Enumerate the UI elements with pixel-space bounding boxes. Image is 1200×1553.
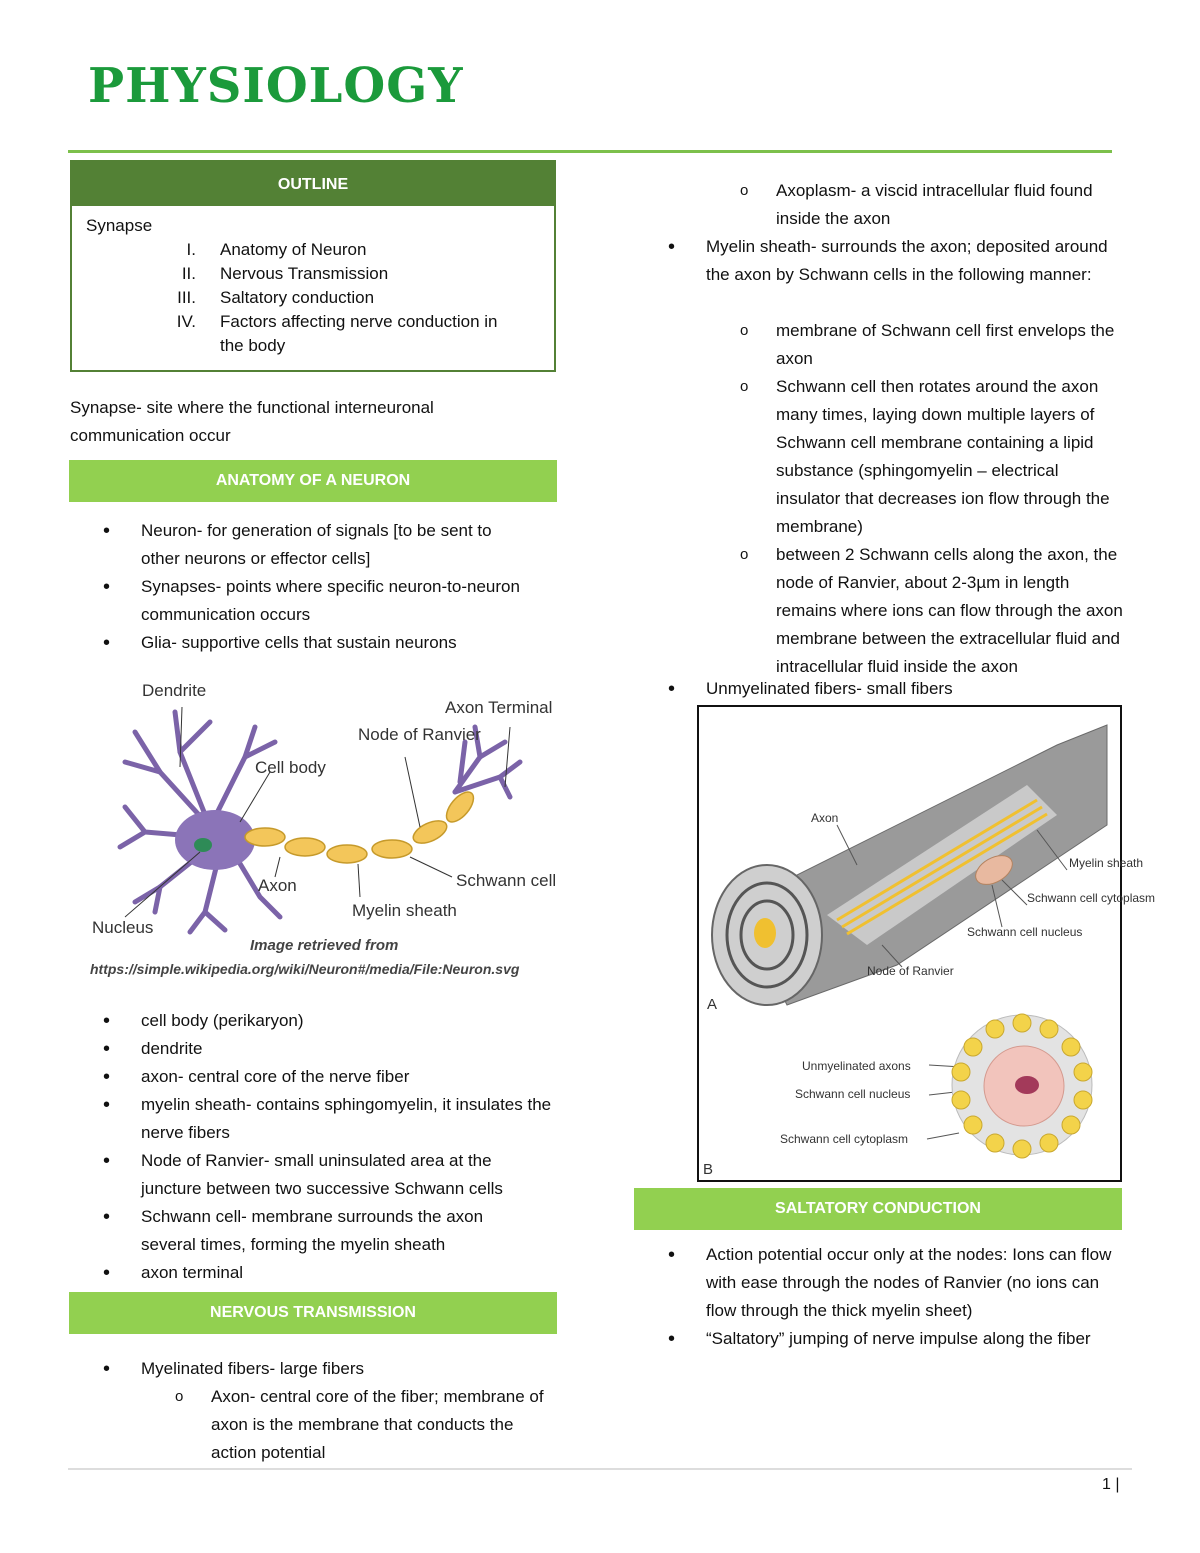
outline-text: Anatomy of Neuron [220, 240, 367, 259]
anatomy-bullets [69, 517, 559, 657]
list-item: • dendrite [69, 1035, 559, 1063]
label-dendrite: Dendrite [142, 681, 207, 700]
outline-box [70, 160, 556, 372]
unmyelinated-list [634, 675, 1124, 703]
label-myelin: Myelin sheath [352, 901, 457, 920]
list-item: • cell body (perikaryon) [69, 1007, 559, 1035]
axoplasm-list [634, 177, 1124, 233]
outline-num: II. [181, 264, 196, 283]
list-item: • axon terminal [69, 1259, 559, 1287]
outline-num: IV. [176, 312, 196, 331]
fig-label-schwann-cyto: Schwann cell cytoplasm [1027, 891, 1156, 905]
list-item: • Myelinated fibers- large fibers [69, 1355, 559, 1383]
title-rule [68, 150, 1112, 153]
nucleus-shape [194, 838, 212, 852]
fig-label-a: A [707, 996, 718, 1013]
label-nucleus: Nucleus [92, 918, 154, 937]
fig-label-schwann-nucleus: Schwann cell nucleus [967, 925, 1083, 939]
footer-rule [68, 1468, 1132, 1470]
label-cell-body: Cell body [255, 758, 326, 777]
figure-source: https://simple.wikipedia.org/wiki/Neuron#/media/File:Neuron.svg [90, 961, 520, 977]
label-axon: Axon [258, 876, 297, 895]
outline-intro: Synapse [86, 216, 153, 235]
neuron-parts-list [69, 1007, 559, 1287]
list-item: • Synapses- points where specific neuron-to-neuron communication occurs [69, 573, 559, 629]
neuron-figure [80, 672, 580, 982]
myelin-list [634, 233, 1124, 289]
list-item: • Action potential occur only at the nodes: Ions can flow with ease through the nodes of Ranvier (no ions can flow through the thick myelin sheet) [634, 1241, 1134, 1325]
list-item: o Axoplasm- a viscid intracellular fluid found inside the axon [634, 177, 1124, 233]
figure-caption: Image retrieved from [250, 937, 399, 954]
fig-label-myelin: Myelin sheath [1069, 856, 1144, 870]
outline-item [86, 238, 540, 262]
fig-label-b: B [703, 1161, 714, 1178]
fig-label-b-nucleus: Schwann cell nucleus [795, 1087, 911, 1101]
outline-num: III. [177, 288, 196, 307]
outline-text: Factors affecting nerve conduction in the body [220, 312, 498, 355]
nervous-sublist [69, 1383, 559, 1467]
outline-item [86, 286, 540, 310]
outline-item [86, 310, 540, 358]
list-item: • Unmyelinated fibers- small fibers [634, 675, 1124, 703]
anatomy-heading: ANATOMY OF A NEURON [69, 460, 557, 502]
nervous-list [69, 1355, 559, 1383]
outline-text: Saltatory conduction [220, 288, 375, 307]
saltatory-list [634, 1241, 1134, 1353]
outline-text: Nervous Transmission [220, 264, 389, 283]
myelin-sublist [634, 317, 1124, 681]
list-item: • Glia- supportive cells that sustain neurons [69, 629, 559, 657]
fig-label-node: Node of Ranvier [867, 964, 954, 978]
outline-heading: OUTLINE [72, 162, 554, 206]
list-item: • Neuron- for generation of signals [to be sent to other neurons or effector cells] [69, 517, 559, 573]
label-node: Node of Ranvier [358, 725, 481, 744]
synapse-definition: Synapse- site where the functional interneuronal communication occur [70, 398, 434, 445]
nervous-heading: NERVOUS TRANSMISSION [69, 1292, 557, 1334]
outline-body [72, 206, 554, 366]
saltatory-heading: SALTATORY CONDUCTION [634, 1188, 1122, 1230]
list-item: o between 2 Schwann cells along the axon, the node of Ranvier, about 2-3µm in length remains where ions can flow through the axon membrane between the extracellular fluid and intracellular fluid inside the axon [634, 541, 1124, 681]
list-item: • “Saltatory” jumping of nerve impulse along the fiber [634, 1325, 1134, 1353]
cell-body-shape [175, 810, 255, 870]
page-number: 1 | [1102, 1476, 1120, 1493]
fig-label-unmy-axons: Unmyelinated axons [802, 1059, 911, 1073]
list-item: • Myelin sheath- surrounds the axon; deposited around the axon by Schwann cells in the following manner: [634, 233, 1124, 289]
outline-item [86, 262, 540, 286]
label-schwann: Schwann cell [456, 871, 557, 890]
list-item: • Node of Ranvier- small uninsulated area at the juncture between two successive Schwann cells [69, 1147, 559, 1203]
page-title: PHYSIOLOGY [88, 58, 464, 114]
fig-label-b-cyto: Schwann cell cytoplasm [780, 1132, 909, 1146]
label-axon-terminal: Axon Terminal [445, 698, 553, 717]
list-item: • axon- central core of the nerve fiber [69, 1063, 559, 1091]
list-item: o membrane of Schwann cell first envelops the axon [634, 317, 1124, 373]
fig-label-axon: Axon [811, 811, 839, 825]
list-item: • Schwann cell- membrane surrounds the axon several times, forming the myelin sheath [69, 1203, 559, 1259]
list-item: • myelin sheath- contains sphingomyelin, it insulates the nerve fibers [69, 1091, 559, 1147]
list-item: o Schwann cell then rotates around the axon many times, laying down multiple layers of Schwann cell membrane containing a lipid substance (sphingomyelin – electrical insulator that decreases ion flow through the membrane) [634, 373, 1124, 541]
list-item: o Axon- central core of the fiber; membrane of axon is the membrane that conducts the action potential [69, 1383, 559, 1467]
outline-num: I. [186, 240, 196, 259]
myelin-figure [697, 705, 1156, 1182]
